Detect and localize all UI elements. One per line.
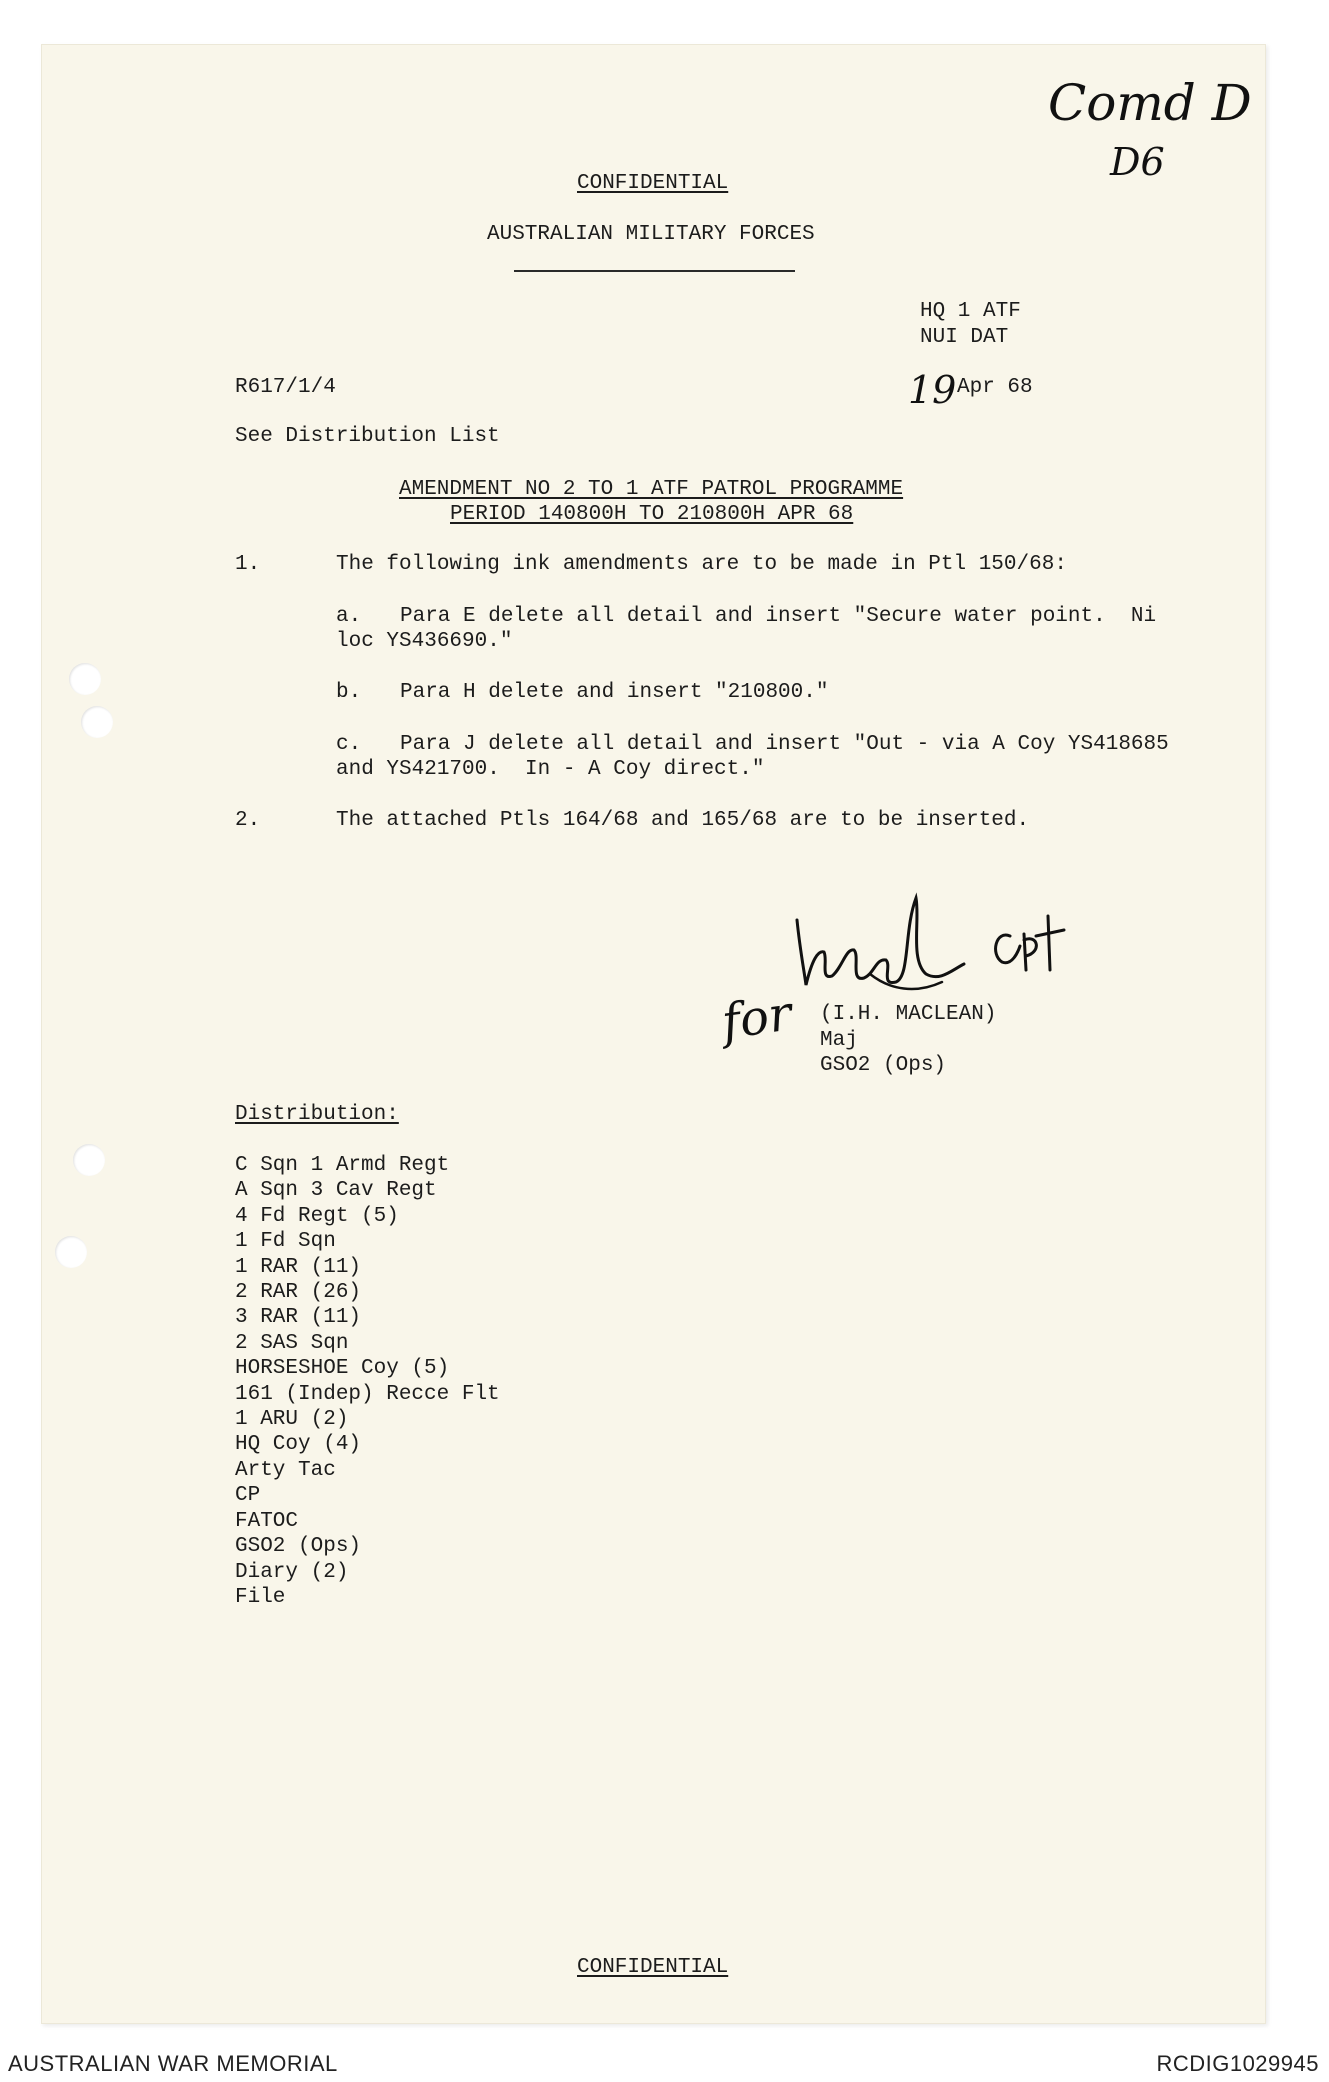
list-item: 3 RAR (11) [235, 1306, 362, 1330]
organisation-title: AUSTRALIAN MILITARY FORCES [487, 223, 815, 246]
subpara-text: Para H delete and insert "210800." [400, 681, 829, 704]
list-item: 161 (Indep) Recce Flt [235, 1382, 500, 1406]
para-number: 1. [235, 553, 261, 576]
handwritten-annotation-2: D6 [1110, 140, 1165, 184]
list-item: C Sqn 1 Armd Regt [235, 1154, 450, 1177]
file-reference: R617/1/4 [235, 376, 336, 399]
date-day-handwritten: 19 [908, 368, 957, 412]
title-line-1: AMENDMENT NO 2 TO 1 ATF PATROL PROGRAMME [399, 478, 904, 501]
archive-caption-left: AUSTRALIAN WAR MEMORIAL [8, 2051, 338, 2076]
punch-hole [69, 663, 101, 695]
signatory-appointment: GSO2 (Ops) [820, 1054, 947, 1077]
subpara-letter: c. [336, 733, 362, 756]
subpara-letter: b. [336, 681, 362, 704]
distribution-list [235, 1153, 500, 1610]
list-item: File [235, 1585, 286, 1609]
distribution-heading: Distribution: [235, 1103, 399, 1126]
archive-caption-right: RCDIG1029945 [1156, 2051, 1319, 2076]
list-item: 4 Fd Regt (5) [235, 1204, 399, 1228]
hq-location: NUI DAT [920, 326, 1009, 349]
classification-header: CONFIDENTIAL [577, 172, 729, 195]
date-month-year: Apr 68 [957, 376, 1033, 399]
list-item: 2 SAS Sqn [235, 1331, 349, 1355]
classification-footer: CONFIDENTIAL [577, 1956, 729, 1979]
punch-hole [73, 1144, 105, 1176]
signatory-rank: Maj [820, 1029, 858, 1052]
list-item: 1 Fd Sqn [235, 1230, 336, 1254]
handwritten-annotation: Comd D [1048, 74, 1252, 132]
signatory-name: (I.H. MACLEAN) [820, 1003, 997, 1026]
list-item: 2 RAR (26) [235, 1281, 362, 1305]
list-item: HQ Coy (4) [235, 1433, 362, 1457]
para-text: The attached Ptls 164/68 and 165/68 are to be inserted. [336, 809, 1030, 832]
list-item: HORSESHOE Coy (5) [235, 1357, 450, 1381]
list-item: Arty Tac [235, 1458, 336, 1482]
subpara-text-continued: and YS421700. In - A Coy direct." [336, 758, 765, 781]
punch-hole [81, 706, 113, 738]
list-item: A Sqn 3 Cav Regt [235, 1179, 437, 1203]
handwritten-capt [1000, 930, 1002, 931]
list-item: Diary (2) [235, 1560, 349, 1584]
list-item: GSO2 (Ops) [235, 1535, 362, 1559]
addressee: See Distribution List [235, 425, 500, 448]
subpara-text: Para E delete all detail and insert "Secure water point. Ni [400, 605, 1157, 628]
list-item: 1 ARU (2) [235, 1408, 349, 1432]
subpara-letter: a. [336, 605, 362, 628]
punch-hole [55, 1236, 87, 1268]
header-rule [514, 270, 795, 272]
para-text: The following ink amendments are to be made in Ptl 150/68: [336, 553, 1067, 576]
para-number: 2. [235, 809, 261, 832]
list-item: 1 RAR (11) [235, 1255, 362, 1279]
list-item: FATOC [235, 1509, 299, 1533]
handwritten-for: for [718, 985, 796, 1051]
subpara-text-continued: loc YS436690." [336, 630, 513, 653]
hq-address: HQ 1 ATF [920, 300, 1021, 323]
subpara-text: Para J delete all detail and insert "Out - via A Coy YS418685 [400, 733, 1169, 756]
list-item: CP [235, 1484, 261, 1508]
title-line-2: PERIOD 140800H TO 210800H APR 68 [450, 503, 854, 526]
